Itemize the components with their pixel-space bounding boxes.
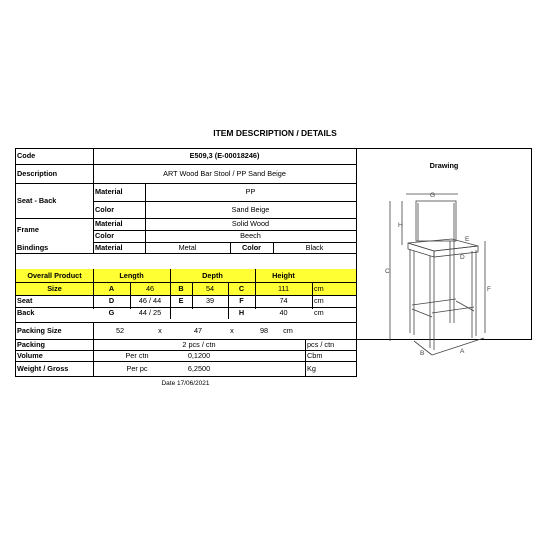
dim-a-value: 46 <box>130 283 170 295</box>
dim-b-mark: B <box>420 350 425 357</box>
packing-size-x2: x <box>230 325 234 335</box>
volume-label: Volume <box>17 350 43 360</box>
packing-size-length: 52 <box>115 325 125 335</box>
dim-c-value: 111 <box>255 283 312 295</box>
date-label: Date 17/06/2021 <box>161 380 210 387</box>
dim-c-letter: C <box>228 283 255 295</box>
packing-size-label: Packing Size <box>17 325 62 335</box>
dim-a-mark: A <box>460 348 465 355</box>
weight-unit: Kg <box>307 363 316 373</box>
frame-color: Beech <box>240 231 261 241</box>
dim-d-value: 46 / 44 <box>138 296 162 306</box>
stool-drawing <box>372 183 507 363</box>
dim-b-value: 54 <box>192 283 228 295</box>
volume-unit: Cbm <box>307 350 323 360</box>
dim-b-letter: B <box>170 283 192 295</box>
back-unit: cm <box>314 308 324 318</box>
dim-d-letter: D <box>108 296 115 306</box>
bindings-color-label: Color <box>241 242 262 252</box>
drawing-label: Drawing <box>429 160 459 170</box>
dim-e-value: 39 <box>205 296 215 306</box>
dim-h-letter: H <box>238 308 245 318</box>
height-header: Height <box>255 270 312 282</box>
seat-back-material: PP <box>245 187 256 197</box>
bindings-label: Bindings <box>17 242 49 252</box>
weight-label: Weight / Gross <box>17 363 69 373</box>
dim-e-letter: E <box>178 296 184 306</box>
volume-value: 0,1200 <box>187 350 211 360</box>
packing-value: 2 pcs / ctn <box>182 339 216 349</box>
back-label: Back <box>17 308 35 318</box>
dim-g-value: 44 / 25 <box>138 308 162 318</box>
dim-unit: cm <box>312 283 356 295</box>
seat-back-color-label: Color <box>95 204 115 214</box>
code-label: Code <box>17 151 36 161</box>
packing-size-unit: cm <box>283 325 293 335</box>
dim-g-letter: G <box>108 308 115 318</box>
weight-per: Per pc <box>126 363 148 373</box>
seat-unit: cm <box>314 296 324 306</box>
dim-d-mark: D <box>460 254 465 261</box>
dim-h-mark: H <box>398 222 403 229</box>
bindings-material-label: Material <box>95 242 123 252</box>
description-label: Description <box>17 168 58 178</box>
dim-f-letter: F <box>239 296 244 306</box>
size-label: Size <box>16 283 93 295</box>
packing-size-height: 98 <box>259 325 269 335</box>
code-value: E509,3 (E-00018246) <box>189 151 260 161</box>
depth-header: Depth <box>170 270 255 282</box>
weight-value: 6,2500 <box>187 363 211 373</box>
frame-color-label: Color <box>95 231 115 241</box>
seat-label: Seat <box>17 296 33 306</box>
seat-back-material-label: Material <box>95 187 123 197</box>
overall-product-label: Overall Product <box>16 270 93 282</box>
dim-a-letter: A <box>93 283 130 295</box>
bindings-color: Black <box>305 242 324 252</box>
dim-f-value: 74 <box>279 296 288 306</box>
length-header: Length <box>93 270 170 282</box>
dim-f-mark: F <box>487 286 491 293</box>
packing-size-x1: x <box>158 325 162 335</box>
packing-unit: pcs / ctn <box>307 339 335 349</box>
dim-e-mark: E <box>465 236 470 243</box>
packing-label: Packing <box>17 339 45 349</box>
frame-label: Frame <box>17 225 39 235</box>
frame-material: Solid Wood <box>231 219 270 229</box>
page-title: ITEM DESCRIPTION / DETAILS <box>213 128 337 138</box>
dim-h-value: 40 <box>279 308 288 318</box>
packing-size-depth: 47 <box>193 325 203 335</box>
volume-per: Per ctn <box>125 350 149 360</box>
dim-c-mark: C <box>385 268 390 275</box>
description-value: ART Wood Bar Stool / PP Sand Beige <box>163 168 286 178</box>
seat-back-label: Seat - Back <box>17 195 57 205</box>
bindings-material: Metal <box>178 242 197 252</box>
dim-g-mark: G <box>430 192 436 199</box>
frame-material-label: Material <box>95 219 123 229</box>
seat-back-color: Sand Beige <box>231 204 270 214</box>
